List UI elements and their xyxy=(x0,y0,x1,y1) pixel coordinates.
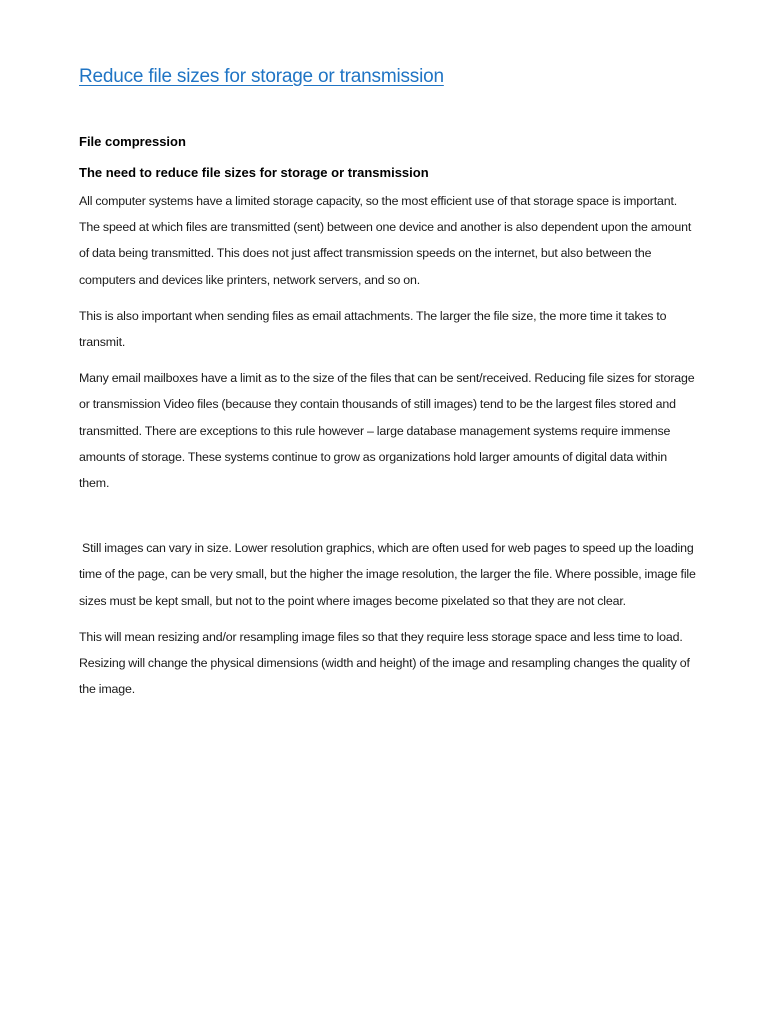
paragraph-storage-capacity: All computer systems have a limited storage capacity, so the most efficient use of that storage space is important. The speed at which files are transmitted (sent) between one device and another is also dependent upon the amount of data being transmitted. This does not just affect transmission speeds on the internet, but also between the computers and devices like printers, network servers, and so on. xyxy=(79,194,692,287)
document-title-link[interactable]: Reduce file sizes for storage or transmission xyxy=(79,66,444,87)
paragraph-still-images: Still images can vary in size. Lower resolution graphics, which are often used for web pages to speed up the loading time of the page, can be very small, but the higher the image resolution, the larger the file. Where possible, image file sizes must be kept small, but not to the point where images become pixelated so that they are not clear. xyxy=(79,541,699,608)
subsection-heading-need-to-reduce: The need to reduce file sizes for storage or transmission xyxy=(79,165,429,180)
paragraph-email-attachments: This is also important when sending files as email attachments. The larger the file size, the more time it takes to transmit. xyxy=(79,308,667,350)
paragraph-mailbox-limits: Many email mailboxes have a limit as to the size of the files that can be sent/received. Reducing file sizes for storage or transmission Video files (because they contain thousands of still images) tend to be the largest files stored and transmitted. There are exceptions to this rule however – large database management systems require immense amounts of storage. These systems continue to grow as organizations hold larger amounts of digital data within them. xyxy=(79,371,695,491)
paragraph-resizing-resampling: This will mean resizing and/or resampling image files so that they require less storage space and less time to load. Resizing will change the physical dimensions (width and height) of the image and resampling changes the quality of the image. xyxy=(79,629,690,697)
document-page xyxy=(79,62,699,702)
section-heading-file-compression: File compression xyxy=(79,134,186,149)
